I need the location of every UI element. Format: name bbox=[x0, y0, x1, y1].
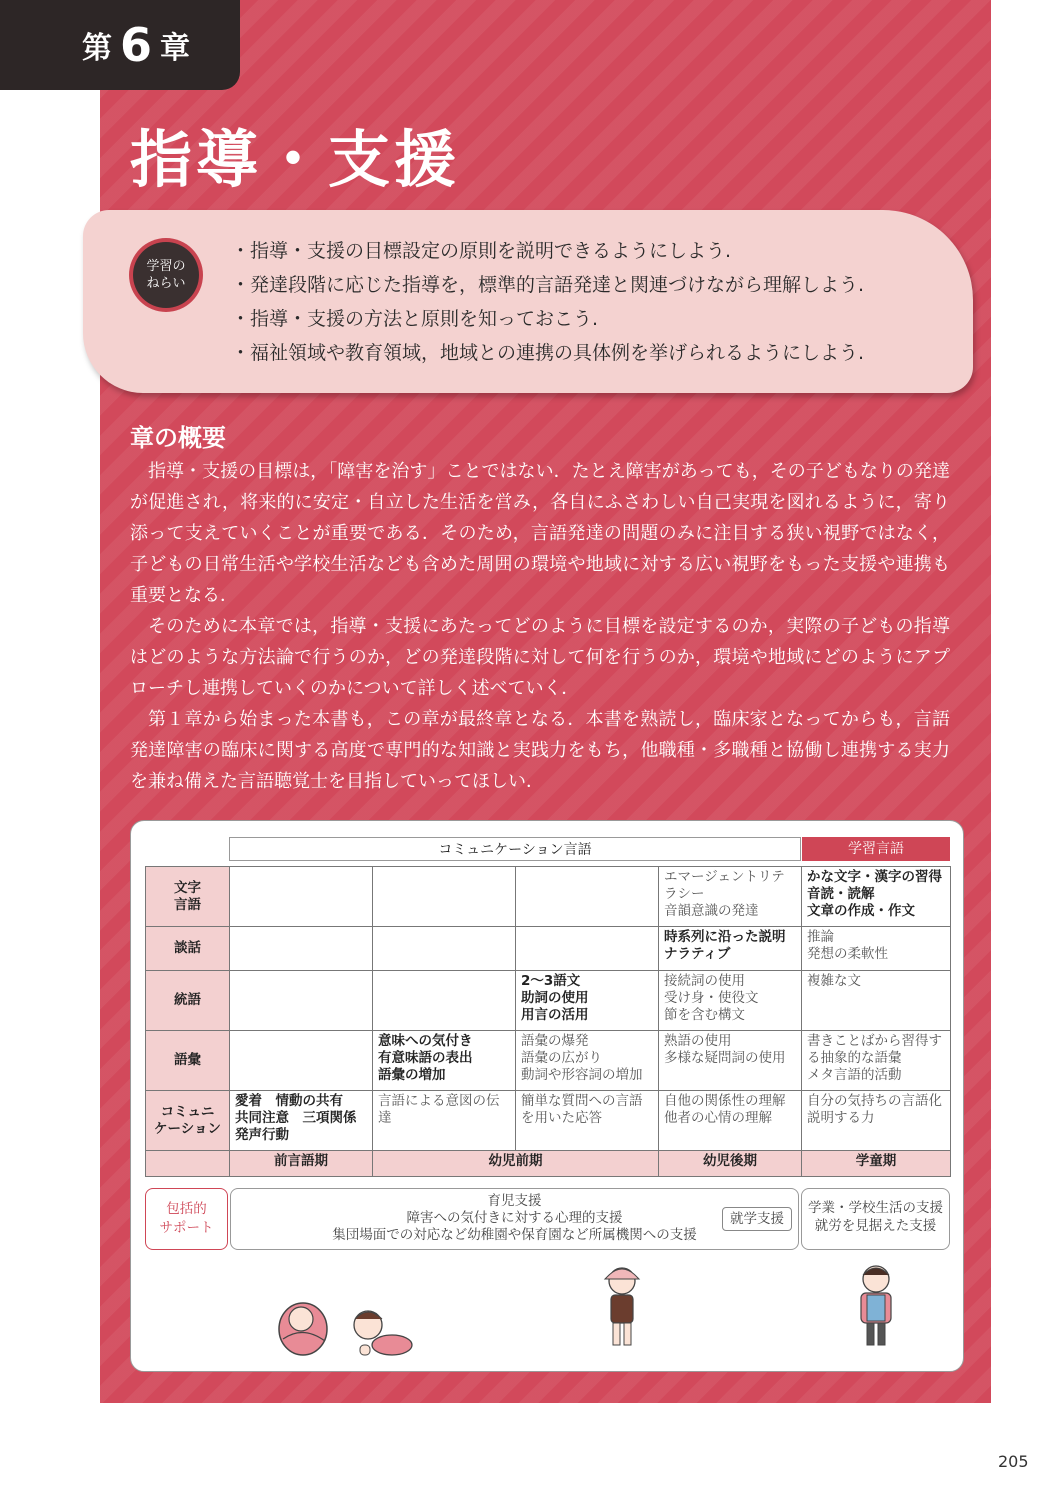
table-cell: 語彙の爆発 語彙の広がり 動詞や形容詞の増加 bbox=[516, 1031, 659, 1091]
support-school-box: 学業・学校生活の支援 就労を見据えた支援 bbox=[801, 1188, 950, 1250]
table-cell bbox=[146, 1151, 230, 1177]
overview-heading: 章の概要 bbox=[130, 424, 226, 452]
stage-school-age: 学童期 bbox=[802, 1151, 951, 1177]
learning-goals-badge: 学習の ねらい bbox=[133, 242, 199, 308]
development-table bbox=[145, 866, 951, 1177]
overview-text bbox=[130, 456, 950, 797]
row-label-communication: コミュニ ケーション bbox=[146, 1091, 230, 1151]
page-number: 205 bbox=[998, 1452, 1029, 1471]
table-row bbox=[146, 971, 951, 1031]
table-row bbox=[146, 927, 951, 971]
table-cell: 書きことばから習得する抽象的な語彙 メタ言語的活動 bbox=[802, 1031, 951, 1091]
table-cell bbox=[230, 867, 373, 927]
table-cell: 複雑な文 bbox=[802, 971, 951, 1031]
goal-item: ・指導・支援の目標設定の原則を説明できるようにしよう. bbox=[231, 240, 732, 262]
table-cell: 接続詞の使用 受け身・使役文 節を含む構文 bbox=[659, 971, 802, 1031]
row-label-syntax: 統語 bbox=[146, 971, 230, 1031]
table-cell bbox=[516, 927, 659, 971]
table-cell bbox=[373, 927, 516, 971]
overview-paragraph: そのために本章では，指導・支援にあたってどのように目標を設定するのか，実際の子どもの指導はどのような方法論で行うのか，どの発達段階に対して何を行うのか，環境や地域にどのようにアプローチし連携していくのかについて詳しく述べていく． bbox=[130, 616, 950, 699]
table-cell: 2～3語文 助詞の使用 用言の活用 bbox=[516, 971, 659, 1031]
table-cell: 推論 発想の柔軟性 bbox=[802, 927, 951, 971]
table-row bbox=[146, 1031, 951, 1091]
overview-paragraph: 第１章から始まった本書も，この章が最終章となる．本書を熟読し，臨床家となってからも，言語発達障害の臨床に関する高度で専門的な知識と実践力をもち，他職種・多職種と協働し連携する実力を兼ね備えた言語聴覚士を目指していってほしい． bbox=[130, 709, 950, 792]
chapter-suffix: 章 bbox=[160, 31, 191, 66]
header-communication-language: コミュニケーション言語 bbox=[229, 837, 801, 861]
table-cell bbox=[373, 971, 516, 1031]
overview-paragraph: 指導・支援の目標は，「障害を治す」ことではない．たとえ障害があっても，その子どもなりの発達が促進され，将来的に安定・自立した生活を営み，各自にふさわしい自己実現を図れるように，寄り添って支えていくことが重要である．そのため，言語発達の問題のみに注目する狭い視野ではなく，子どもの日常生活や学校生活なども含めた周囲の環境や地域に対する広い視野をもった支援や連携も重要となる． bbox=[130, 461, 950, 606]
goal-item: ・福祉領域や教育領域，地域との連携の具体例を挙げられるようにしよう. bbox=[231, 342, 865, 364]
table-cell: 時系列に沿った説明 ナラティブ bbox=[659, 927, 802, 971]
table-cell bbox=[230, 971, 373, 1031]
chapter-tab bbox=[0, 0, 240, 90]
table-cell: 熟語の使用 多様な疑問詞の使用 bbox=[659, 1031, 802, 1091]
table-cell bbox=[516, 867, 659, 927]
table-row bbox=[146, 1091, 951, 1151]
table-cell bbox=[230, 927, 373, 971]
chapter-number: 6 bbox=[120, 18, 153, 72]
table-cell: 愛着 情動の共有 共同注意 三項関係 発声行動 bbox=[230, 1091, 373, 1151]
development-figure bbox=[130, 820, 964, 1372]
swaddled-baby-illustration bbox=[273, 1261, 333, 1361]
table-cell: 自他の関係性の理解 他者の心情の理解 bbox=[659, 1091, 802, 1151]
preschool-child-illustration bbox=[597, 1261, 647, 1361]
table-row bbox=[146, 867, 951, 927]
table-cell: 言語による意図の伝達 bbox=[373, 1091, 516, 1151]
table-cell: かな文字・漢字の習得 音読・読解 文章の作成・作文 bbox=[802, 867, 951, 927]
learning-goals-list bbox=[231, 234, 864, 370]
table-cell: エマージェントリテラシー 音韻意識の発達 bbox=[659, 867, 802, 927]
table-cell: 自分の気持ちの言語化 説明する力 bbox=[802, 1091, 951, 1151]
table-cell bbox=[373, 867, 516, 927]
school-child-illustration bbox=[851, 1261, 901, 1361]
stage-row bbox=[146, 1151, 951, 1177]
stage-late-childhood: 幼児後期 bbox=[659, 1151, 802, 1177]
chapter-prefix: 第 bbox=[82, 31, 112, 66]
stage-prelinguistic: 前言語期 bbox=[230, 1151, 373, 1177]
chapter-title: 指導・支援 bbox=[130, 123, 461, 196]
header-learning-language: 学習言語 bbox=[802, 837, 950, 861]
table-cell bbox=[230, 1031, 373, 1091]
support-main-box bbox=[230, 1188, 799, 1250]
learning-goals-box bbox=[83, 210, 973, 393]
goal-item: ・発達段階に応じた指導を，標準的言語発達と関連づけながら理解しよう. bbox=[231, 274, 865, 296]
stage-early-childhood: 幼児前期 bbox=[373, 1151, 659, 1177]
row-label-written-language: 文字 言語 bbox=[146, 867, 230, 927]
table-cell: 簡単な質問への言語を用いた応答 bbox=[516, 1091, 659, 1151]
row-label-discourse: 談話 bbox=[146, 927, 230, 971]
table-cell: 意味への気付き 有意味語の表出 語彙の増加 bbox=[373, 1031, 516, 1091]
row-label-vocabulary: 語彙 bbox=[146, 1031, 230, 1091]
goal-item: ・指導・支援の方法と原則を知っておこう. bbox=[231, 308, 599, 330]
support-label: 包括的 サポート bbox=[145, 1188, 228, 1250]
crawling-baby-illustration bbox=[346, 1261, 416, 1361]
support-main-text: 育児支援 障害への気付きに対する心理的支援 集団場面での対応など幼稚園や保育園など所属機関への支援 bbox=[332, 1193, 697, 1243]
school-entry-support-badge: 就学支援 bbox=[722, 1207, 792, 1231]
